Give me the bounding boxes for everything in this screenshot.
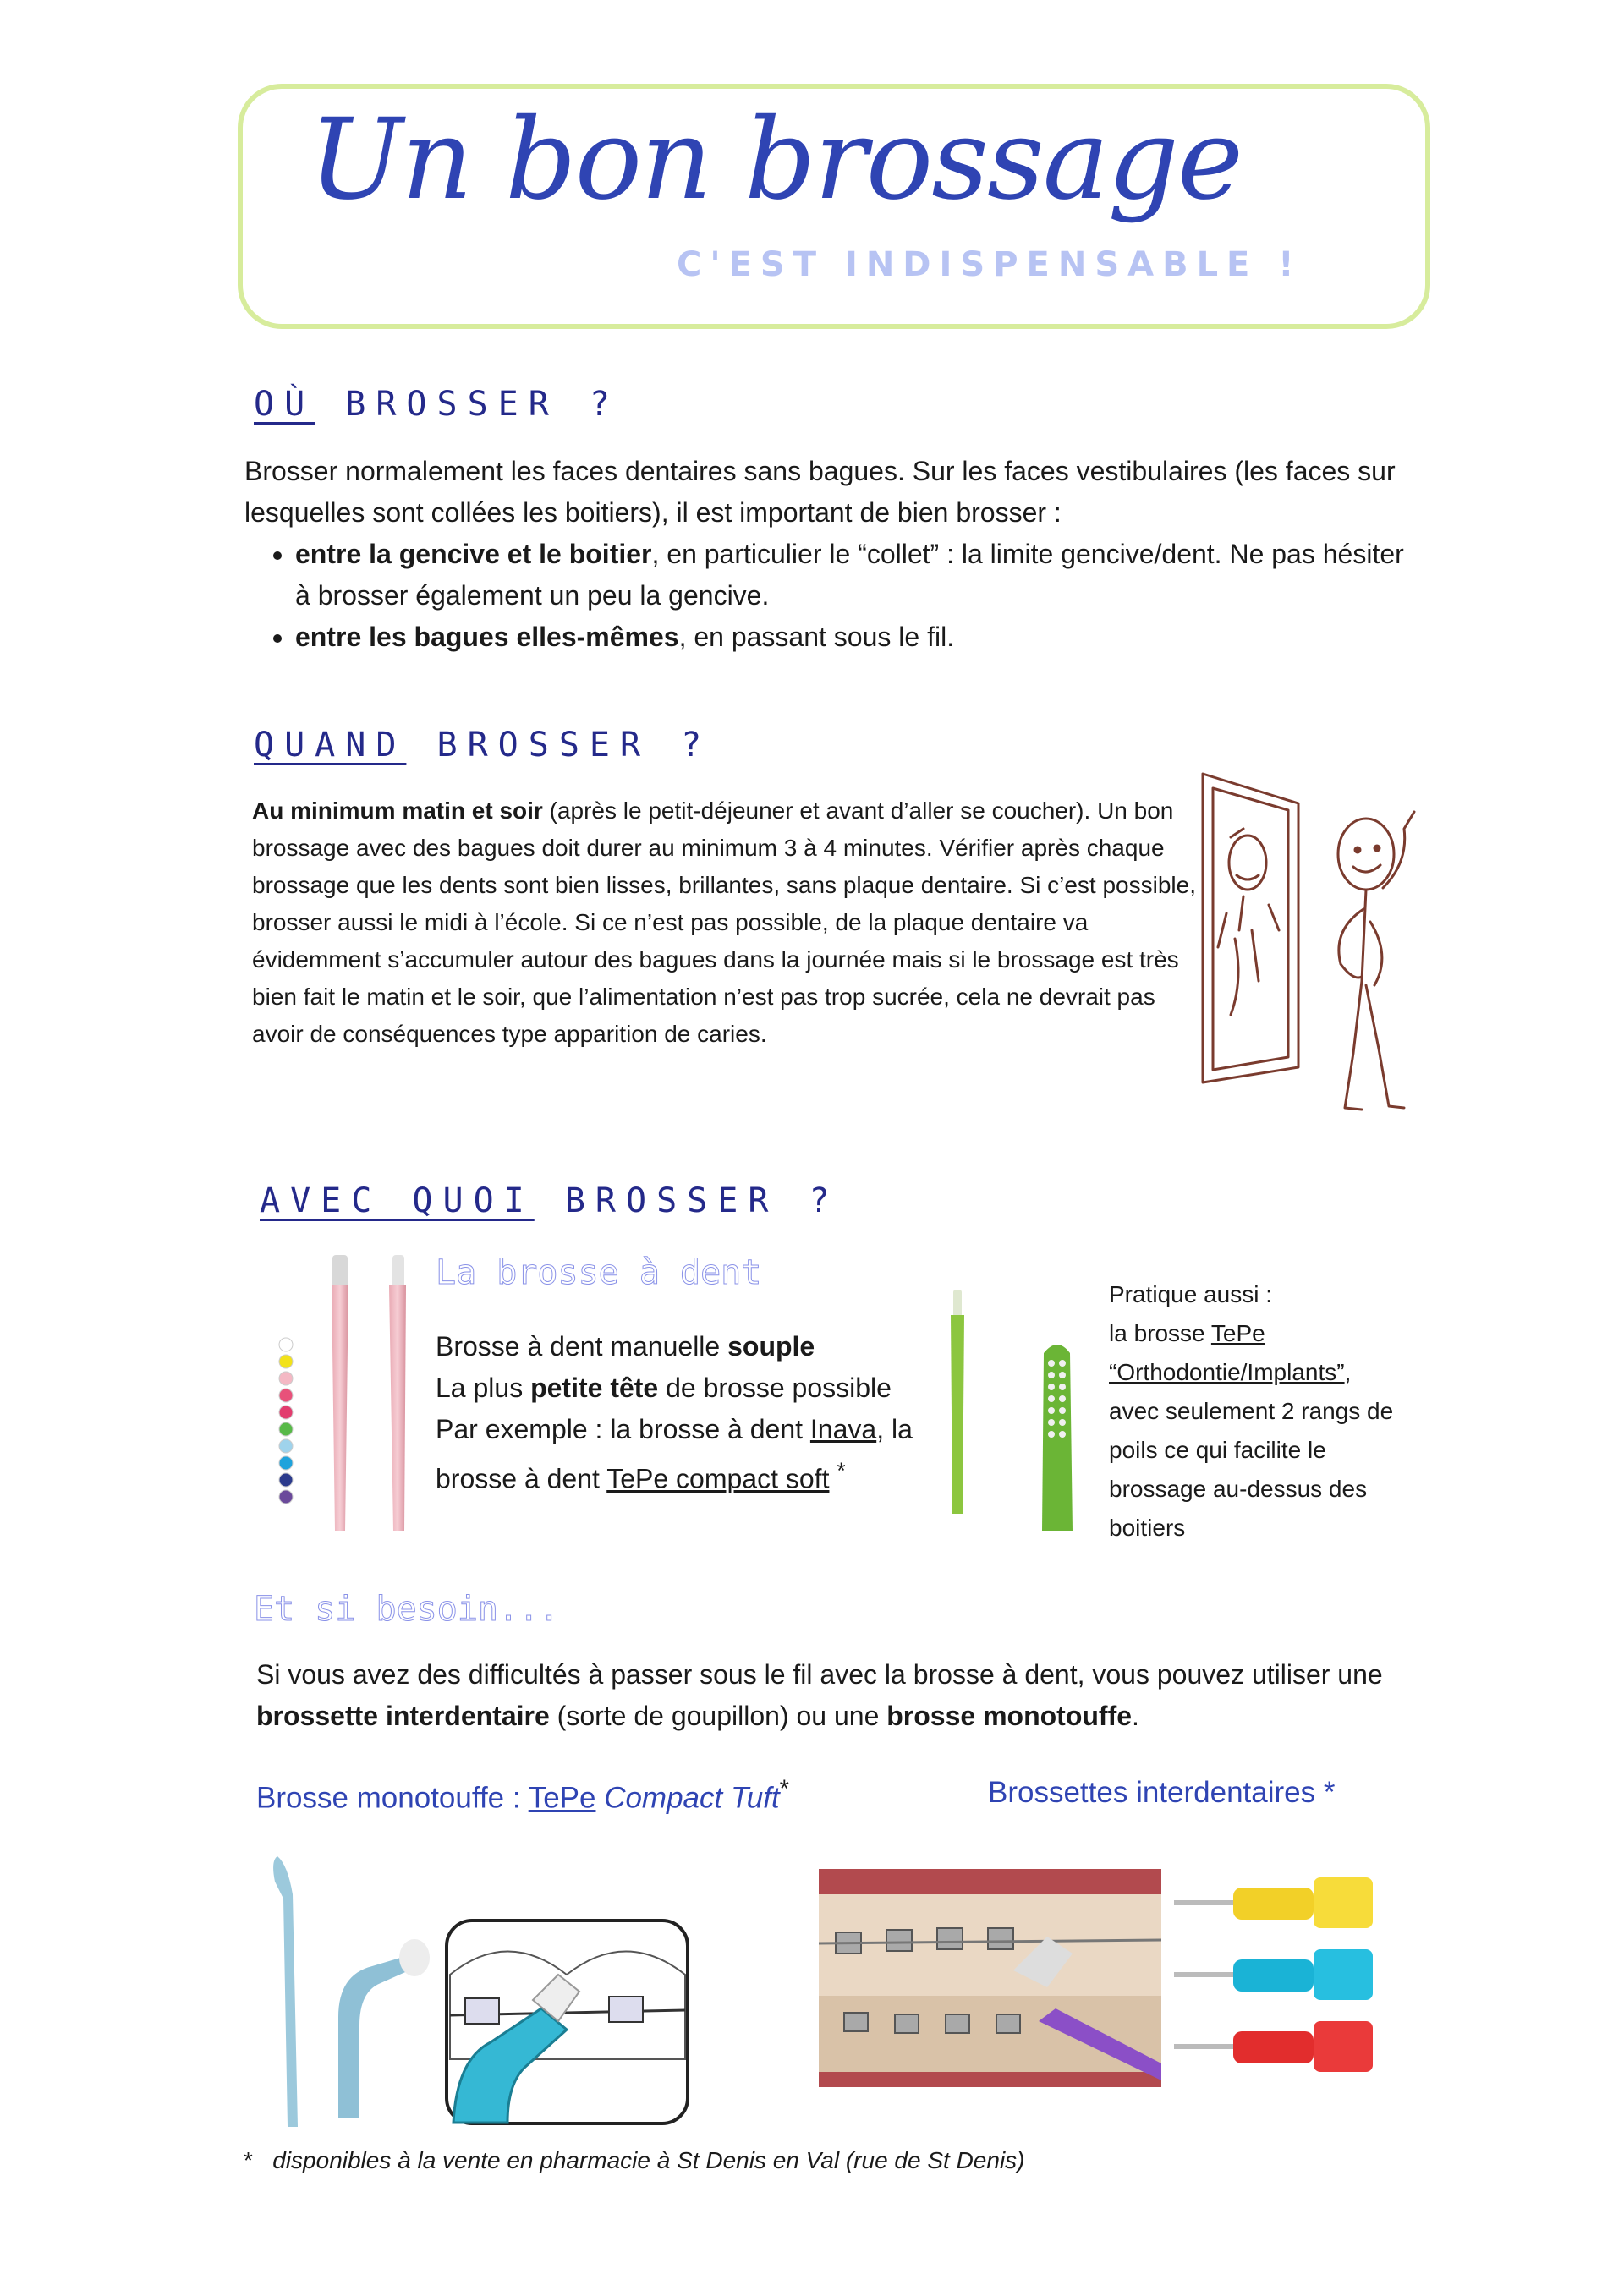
green-toothbrushes-image (930, 1285, 1100, 1539)
tepe-compact-soft-link[interactable]: TePe compact soft (606, 1463, 830, 1494)
list-item: • entre les bagues elles-mêmes, en passant sous le fil. (295, 616, 1412, 658)
color-dot (279, 1406, 293, 1419)
brosse-a-dent-heading: La brosse à dent (436, 1253, 762, 1292)
color-dot (279, 1473, 293, 1487)
besoin-paragraph: Si vous avez des difficultés à passer sous le fil avec la brosse à dent, vous pouvez utiliser une brossette interdentaire (sorte de goupillon) ou une brosse monotouffe. (256, 1659, 1383, 1731)
ou-intro: Brosser normalement les faces dentaires sans bagues. Sur les faces vestibulaires (les faces sur lesquelles sont collées les boitiers), il est important de bien brosser : (244, 456, 1396, 528)
heading-quand-brosser: QUAND BROSSER ? (254, 726, 712, 764)
pink-toothbrushes-image (271, 1252, 423, 1535)
color-dot (279, 1456, 293, 1470)
ou-bullet-list (244, 534, 1412, 658)
list-item: • entre la gencive et le boitier, en particulier le “collet” : la limite gencive/dent. Ne pas hésiter à brosser également un peu la gencive. (295, 534, 1412, 616)
mirror-figure-illustration (1193, 770, 1429, 1116)
monotouffe-brush-image (254, 1848, 694, 2140)
interdental-brushes-image (819, 1869, 1428, 2097)
orthodontie-implants-link[interactable]: “Orthodontie/Implants” (1109, 1359, 1345, 1385)
brosse-description: Brosse à dent manuelle souple La plus petite tête de brosse possible Par exemple : la brosse à dent Inava, la brosse à dent TePe compact soft * (436, 1331, 913, 1494)
color-dot (279, 1338, 293, 1351)
inava-link[interactable]: Inava (809, 1414, 877, 1444)
monotouffe-label: Brosse monotouffe : TePe Compact Tuft* (256, 1776, 790, 1815)
page-subtitle: C'EST INDISPENSABLE ! (677, 245, 1303, 284)
color-dot (279, 1389, 293, 1402)
color-dot (279, 1372, 293, 1385)
heading-ou-brosser: OÙ BROSSER ? (254, 385, 620, 424)
heading-avec-quoi-brosser: AVEC QUOI BROSSER ? (260, 1181, 840, 1220)
color-dot (279, 1422, 293, 1436)
footnote: * disponibles à la vente en pharmacie à St Denis en Val (rue de St Denis) (244, 2147, 1025, 2173)
et-si-besoin-heading: Et si besoin... (254, 1590, 560, 1629)
interdentaires-label: Brossettes interdentaires * (988, 1776, 1336, 1809)
page-title: Un bon brossage (309, 95, 1243, 225)
color-dot (279, 1490, 293, 1504)
color-dot (279, 1355, 293, 1368)
tepe-link[interactable]: TePe (1210, 1320, 1265, 1346)
quand-paragraph: Au minimum matin et soir (après le petit-déjeuner et avant d’aller se coucher). Un bon brossage avec des bagues doit durer au minimum 3 à 4 minutes. Vérifier après chaque brossage que les dents sont bien lisses, brillantes, sans plaque dentaire. Si c’est possible, brosser aussi le midi à l’école. Si ce n’est pas possible, de la plaque dentaire va évidemment s’accumuler autour des bagues dans la journée mais si le brossage est très bien fait le matin et le soir, que l’alimentation n’est pas trop sucrée, cela ne devrait pas avoir de conséquences type apparition de caries. (252, 797, 1196, 1047)
pratique-aussi-text: Pratique aussi : la brosse TePe “Orthodontie/Implants”, avec seulement 2 rangs de poils ce qui facilite le brossage au-dessus des boitiers (1109, 1281, 1394, 1541)
tepe-compact-tuft-link[interactable]: TePe (528, 1781, 596, 1815)
color-dot (279, 1439, 293, 1453)
